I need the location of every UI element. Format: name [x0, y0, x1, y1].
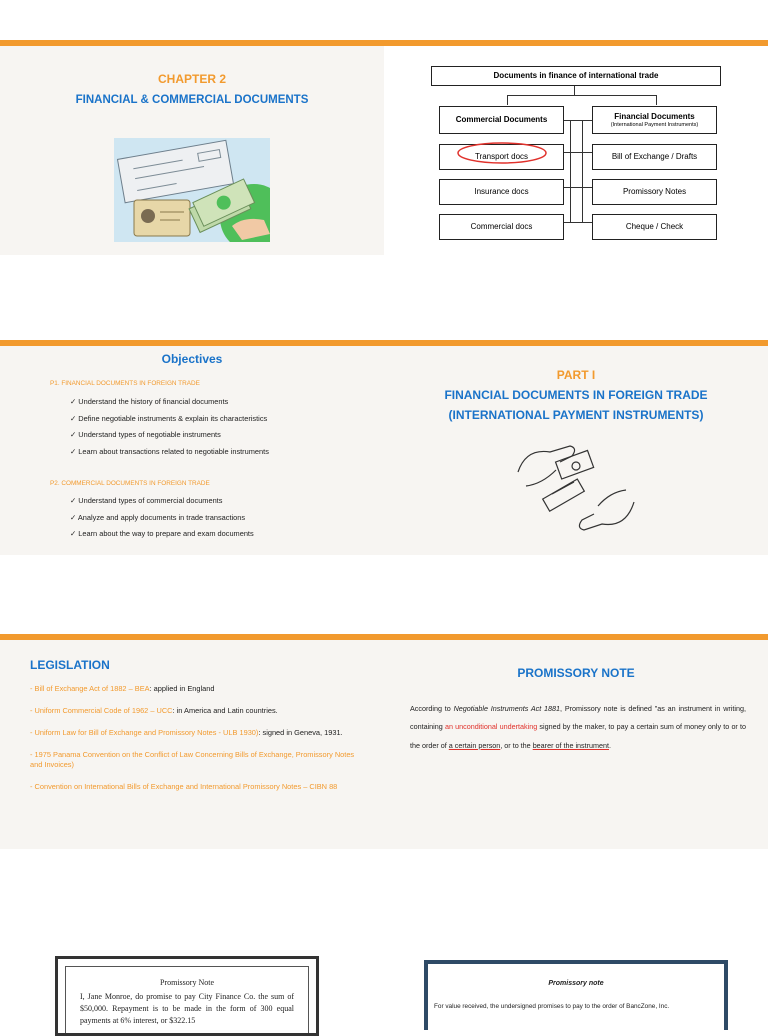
legislation-name: - Uniform Law for Bill of Exchange and Promissory Notes - ULB 1930)	[30, 727, 259, 737]
document-text: I, Jane Monroe, do promise to pay City Finance Co. the sum of $50,000. Repayment is to be made in the form of 300 equal payments at 6% interest, or $322.15	[80, 992, 294, 1025]
p1-list	[70, 397, 269, 463]
promissory-note-title: PROMISSORY NOTE	[517, 666, 635, 680]
list-item: ✓ Learn about transactions related to negotiable instruments	[70, 447, 269, 456]
legislation-name: - Convention on International Bills of Exchange and International Promissory Notes – CIBN 88	[30, 781, 338, 791]
p1-header: P1. FINANCIAL DOCUMENTS IN FOREIGN TRADE	[50, 380, 200, 387]
red-circle-highlight	[456, 140, 548, 166]
text-run: , Promissory note is defined "as an instrument in writing, containing	[410, 704, 747, 732]
legislation-name: - Bill of Exchange Act of 1882 – BEA	[30, 684, 150, 693]
hands-exchanging-money-illustration	[514, 436, 638, 540]
highlight-certain-person: a certain person	[448, 740, 501, 750]
list-item: ✓ Understand types of commercial documents	[70, 496, 254, 505]
document-frame	[65, 966, 309, 1033]
connector	[564, 187, 592, 188]
highlight-bearer: bearer of the instrument	[532, 740, 609, 750]
connector	[564, 222, 592, 223]
document-title: Promissory note	[548, 980, 604, 987]
highlight-unconditional-undertaking: an unconditional undertaking	[444, 722, 538, 732]
slide-legislation	[0, 634, 384, 849]
commercial-documents-label: Commercial Documents	[455, 115, 548, 125]
slide-documents-diagram	[384, 40, 768, 255]
financial-documents-box	[592, 106, 717, 134]
part-title-line1: FINANCIAL DOCUMENTS IN FOREIGN TRADE	[444, 388, 708, 402]
accent-bar	[0, 340, 384, 346]
accent-bar	[0, 634, 384, 640]
promissory-note-sample-2	[424, 960, 728, 1030]
slide-chapter-2	[0, 40, 384, 255]
legislation-note: : in America and Latin countries.	[172, 705, 278, 715]
diagram-root-box: Documents in finance of international trade	[431, 66, 721, 86]
connector	[564, 120, 592, 121]
legislation-name: - 1975 Panama Convention on the Conflict of Law Concerning Bills of Exchange, Promissory Notes and Invoices)	[30, 749, 355, 769]
legislation-item	[30, 728, 362, 738]
accent-bar	[0, 40, 384, 46]
cheque-box: Cheque / Check	[592, 214, 717, 240]
list-item: ✓ Learn about the way to prepare and exam documents	[70, 529, 254, 538]
list-item: ✓ Define negotiable instruments & explain its characteristics	[70, 414, 269, 423]
commercial-documents-box	[439, 106, 564, 134]
legislation-note: : signed in Geneva, 1931.	[258, 727, 343, 737]
legislation-title: LEGISLATION	[30, 658, 110, 672]
bill-of-exchange-box: Bill of Exchange / Drafts	[592, 144, 717, 170]
part-label: PART I	[556, 368, 596, 382]
legislation-note: : applied in England	[149, 684, 215, 693]
connector	[656, 95, 657, 105]
financial-documents-sublabel: (International Payment Instruments)	[610, 121, 699, 128]
promissory-note-sample-1	[55, 956, 319, 1036]
legislation-item	[30, 750, 362, 770]
objectives-title: Objectives	[161, 352, 223, 366]
promissory-notes-box: Promissory Notes	[592, 179, 717, 205]
chapter-label: CHAPTER 2	[157, 72, 226, 86]
connector	[564, 152, 592, 153]
slide-promissory-note	[384, 634, 768, 849]
accent-bar	[384, 40, 768, 46]
p2-header: P2. COMMERCIAL DOCUMENTS IN FOREIGN TRADE	[50, 480, 210, 487]
text-run: , or to the	[500, 740, 533, 750]
part-title-line2: (INTERNATIONAL PAYMENT INSTRUMENTS)	[448, 408, 704, 422]
document-frame	[428, 964, 724, 1030]
transport-docs-box: Transport docs	[439, 144, 564, 170]
legislation-item	[30, 684, 362, 694]
commercial-docs-box: Commercial docs	[439, 214, 564, 240]
legislation-list	[30, 684, 362, 804]
check-and-cash-illustration	[114, 138, 270, 242]
connector	[570, 120, 571, 223]
legislation-item	[30, 706, 362, 716]
legislation-name: - Uniform Commercial Code of 1962 – UCC	[30, 705, 173, 715]
accent-bar	[384, 634, 768, 640]
financial-documents-label: Financial Documents	[614, 111, 695, 121]
connector	[507, 95, 657, 96]
accent-bar	[384, 340, 768, 346]
text-run: According to	[410, 704, 454, 713]
list-item: ✓ Understand types of negotiable instruments	[70, 430, 269, 439]
text-run: signed by the maker, to pay a certain sum of money only to or to the order of	[410, 722, 746, 750]
connector	[574, 86, 575, 96]
connector	[507, 95, 508, 105]
document-text: For value received, the undersigned promises to pay to the order of BancZone, Inc.	[434, 1003, 670, 1010]
p2-list	[70, 496, 254, 546]
document-title: Promissory Note	[160, 978, 214, 987]
promissory-note-definition	[410, 700, 746, 755]
act-name: Negotiable Instruments Act 1881	[453, 704, 561, 713]
legislation-item	[30, 782, 362, 792]
connector	[582, 120, 583, 223]
list-item: ✓ Understand the history of financial documents	[70, 397, 269, 406]
chapter-title: FINANCIAL & COMMERCIAL DOCUMENTS	[75, 94, 309, 106]
text-run: .	[609, 740, 611, 750]
insurance-docs-box: Insurance docs	[439, 179, 564, 205]
list-item: ✓ Analyze and apply documents in trade transactions	[70, 513, 254, 522]
slide-part-1	[384, 340, 768, 555]
slide-objectives	[0, 340, 384, 555]
